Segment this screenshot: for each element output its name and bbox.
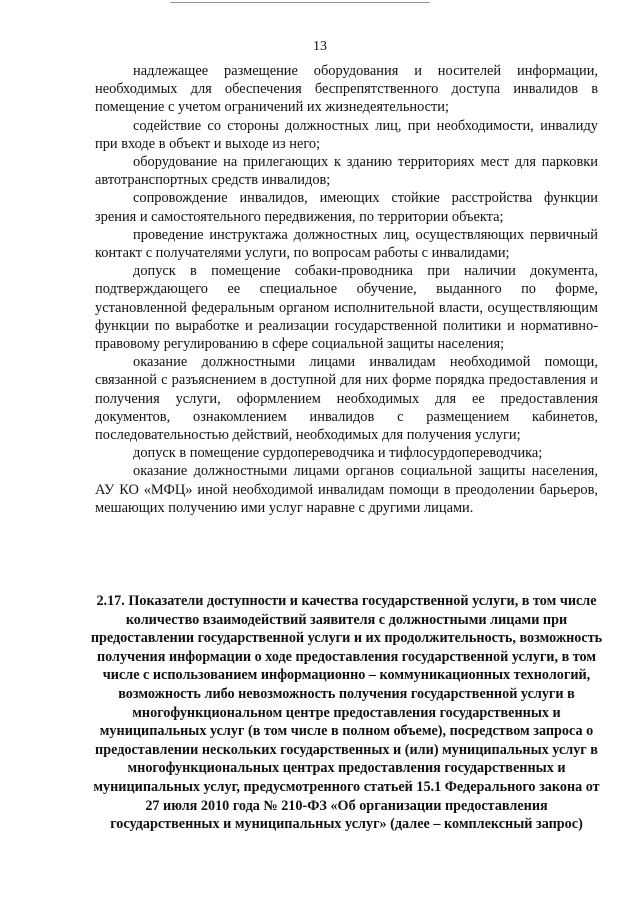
list-item-escort: сопровождение инвалидов, имеющих стойкие расстройства функции зрения и самостоятельного передвижения, по территории объекта; — [95, 190, 598, 225]
page-number: 13 — [313, 39, 327, 54]
list-item-staff-help: оказание должностными лицами инвалидам необходимой помощи, связанной с разъяснением в доступной для них форме порядка предоставления и получения услуги, оформлением необходимых для ее предоставления документов, ознакомлением инвалидов с размещением кабинетов, последовательностью действий, необходимых для получения услуги; — [95, 354, 598, 444]
list-item-entry-assistance: содействие со стороны должностных лиц, при необходимости, инвалиду при входе в объект и выходе из него; — [95, 117, 598, 152]
list-item-parking: оборудование на прилегающих к зданию территориях мест для парковки автотранспортных средств инвалидов; — [95, 154, 598, 189]
section-heading-2-17: 2.17. Показатели доступности и качества государственной услуги, в том числе количество взаимодействий заявителя с должностными лицами при предоставлении государственной услуги и их продолжительность, возможность получения информации о ходе предоставления государственной услуги, в том числе с использованием информационно – коммуникационных технологий, возможность либо невозможность получения государственной услуги в многофункциональном центре предоставления государственных и муниципальных услуг (в том числе в полном объеме), посредством запроса о предоставлении нескольких государственных и (или) муниципальных услуг в многофункциональных центрах предоставления государственных и муниципальных услуг, предусмотренного статьей 15.1 Федерального закона от 27 июля 2010 года № 210-ФЗ «Об организации предоставления государственных и муниципальных услуг» (далее – комплексный запрос) — [90, 593, 603, 833]
list-item-guide-dog: допуск в помещение собаки-проводника при наличии документа, подтверждающего ее специальное обучение, выданного по форме, установленной федеральным органом исполнительной власти, осуществляющим функции по выработке и реализации государственной политики и нормативно-правовому регулированию в сфере социальной защиты населения; — [95, 263, 598, 353]
list-item-other-help: оказание должностными лицами органов социальной защиты населения, АУ КО «МФЦ» иной необходимой инвалидам помощи в преодолении барьеров, мешающих получению ими услуг наравне с другими лицами. — [95, 463, 598, 516]
document-body — [95, 62, 598, 517]
list-item-equipment-placement: надлежащее размещение оборудования и носителей информации, необходимых для обеспечения беспрепятственного доступа инвалидов в помещение с учетом ограничений их жизнедеятельности; — [95, 63, 598, 116]
scan-top-edge-line — [170, 2, 430, 5]
list-item-staff-briefing: проведение инструктажа должностных лиц, осуществляющих первичный контакт с получателями услуги, по вопросам работы с инвалидами; — [95, 226, 598, 262]
list-item-sign-interpreter: допуск в помещение сурдопереводчика и тифлосурдопереводчика; — [133, 445, 543, 462]
